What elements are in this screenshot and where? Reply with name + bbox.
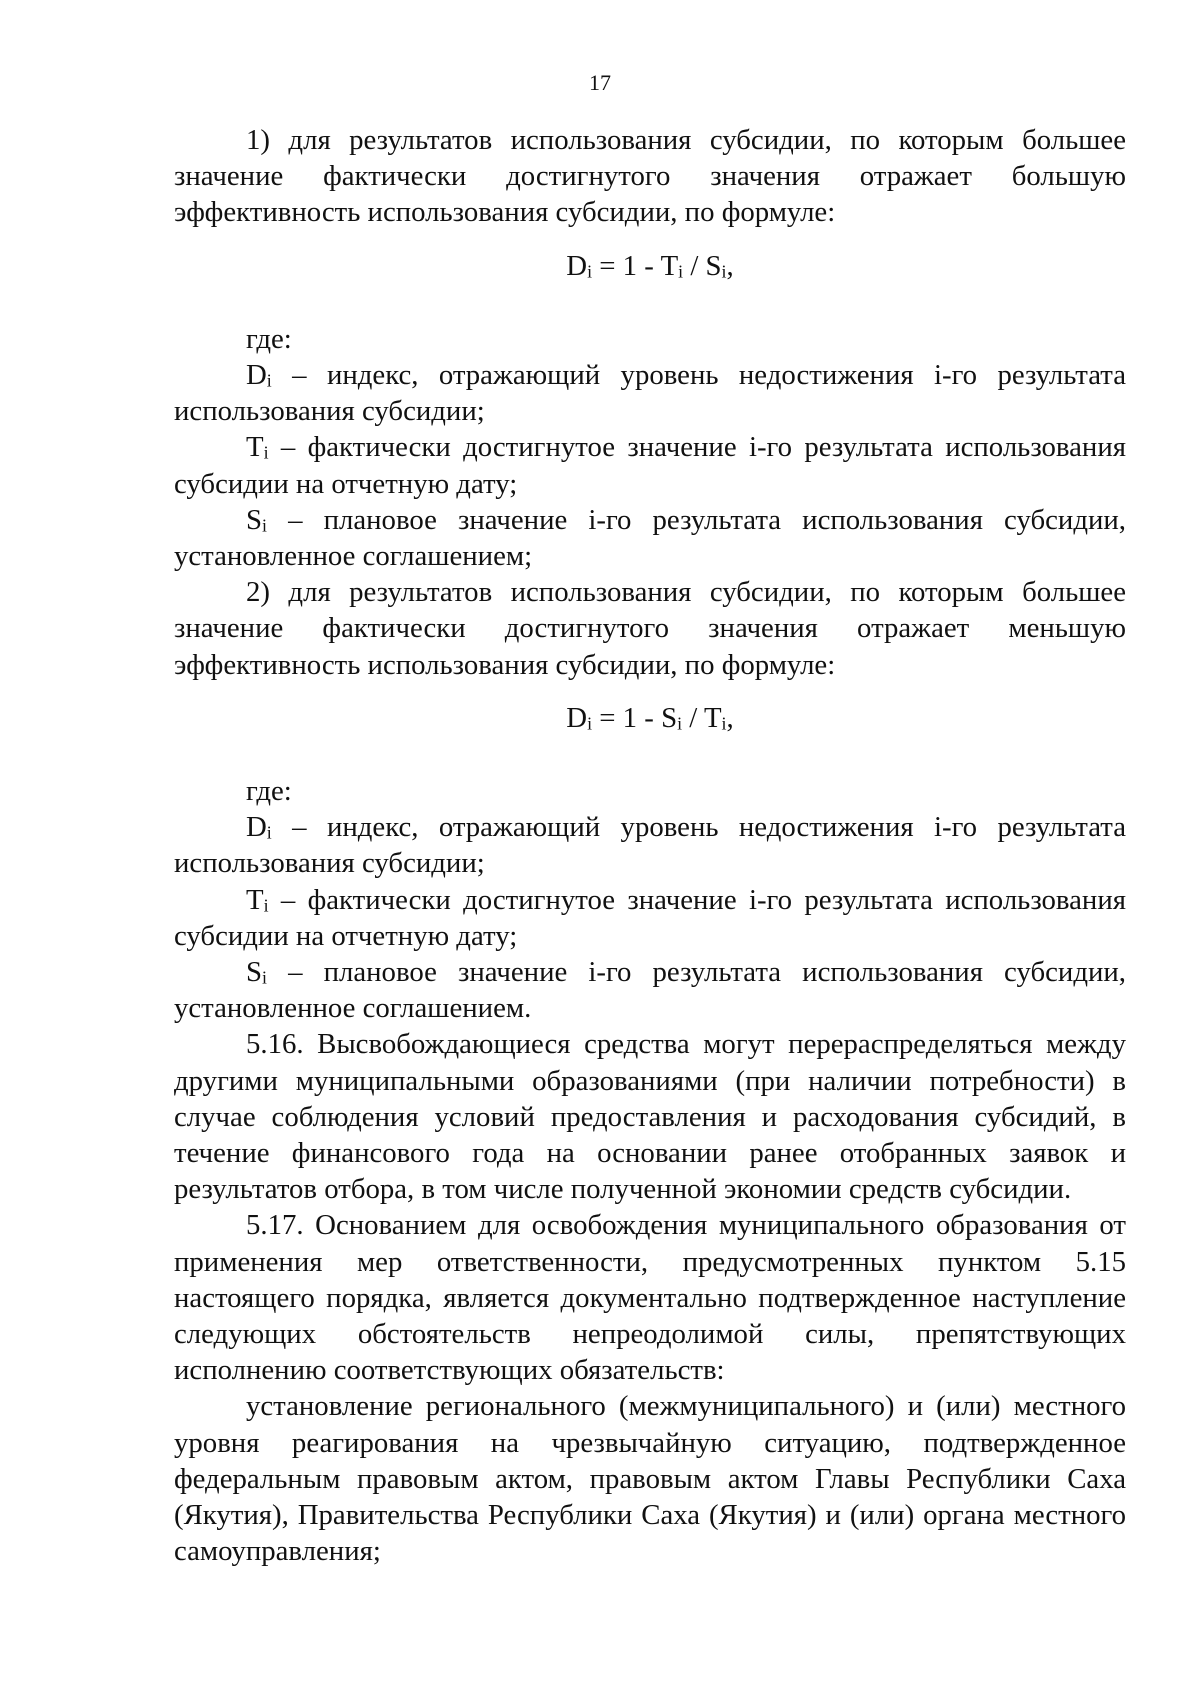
definition-d-2: $D_i$ – индекс, отражающий уровень недостижения i-го результата использования субсидии; (174, 811, 1126, 880)
paragraph-case-2: 2) для результатов использования субсидии, по которым большее значение фактически достигнутого значения отражает меньшую эффективность использования субсидии, по формуле: (174, 576, 1126, 681)
document-body (174, 122, 1126, 1569)
page-number: 17 (589, 70, 611, 95)
definition-t-1: $T_i$ – фактически достигнутое значение i-го результата использования субсидии на отчетную дату; (174, 431, 1126, 500)
paragraph-5-17: 5.17. Основанием для освобождения муниципального образования от применения мер ответственности, предусмотренных пунктом 5.15 настоящего порядка, является документально подтвержденное наступление следующих обстоятельств непреодолимой силы, препятствующих исполнению соответствующих обязательств: (174, 1209, 1126, 1387)
where-label-1: где: (246, 322, 292, 355)
paragraph-5-16: 5.16. Высвобождающиеся средства могут перераспределяться между другими муниципальными образованиями (при наличии потребности) в случае соблюдения условий предоставления и расходования субсидий, в течение финансового года на основании ранее отобранных заявок и результатов отбора, в том числе полученной экономии средств субсидии. (174, 1028, 1126, 1206)
paragraph-case-1: 1) для результатов использования субсидии, по которым большее значение фактически достигнутого значения отражает большую эффективность использования субсидии, по формуле: (174, 124, 1126, 229)
definition-t-2: $T_i$ – фактически достигнутое значение i-го результата использования субсидии на отчетную дату; (174, 883, 1126, 952)
paragraph-force-majeure: установление регионального (межмуниципального) и (или) местного уровня реагирования на чрезвычайную ситуацию, подтвержденное федеральным правовым актом, правовым актом Главы Республики Саха (Якутия), Правительства Республики Саха (Якутия) и (или) органа местного самоуправления; (174, 1390, 1126, 1568)
definition-d-1: $D_i$ – индекс, отражающий уровень недостижения i-го результата использования субсидии; (174, 359, 1126, 428)
definition-s-2: $S_i$ – плановое значение i-го результата использования субсидии, установленное соглашением. (174, 956, 1126, 1025)
formula-1-block (174, 231, 1126, 321)
definition-s-1: $S_i$ – плановое значение i-го результата использования субсидии, установленное соглашением; (174, 503, 1126, 573)
formula-1: $D_i = 1 - T_i / S_i$, (566, 249, 734, 282)
formula-2-block (174, 683, 1126, 773)
formula-2: $D_i = 1 - S_i / T_i$, (566, 701, 734, 734)
where-label-2: где: (246, 775, 292, 808)
